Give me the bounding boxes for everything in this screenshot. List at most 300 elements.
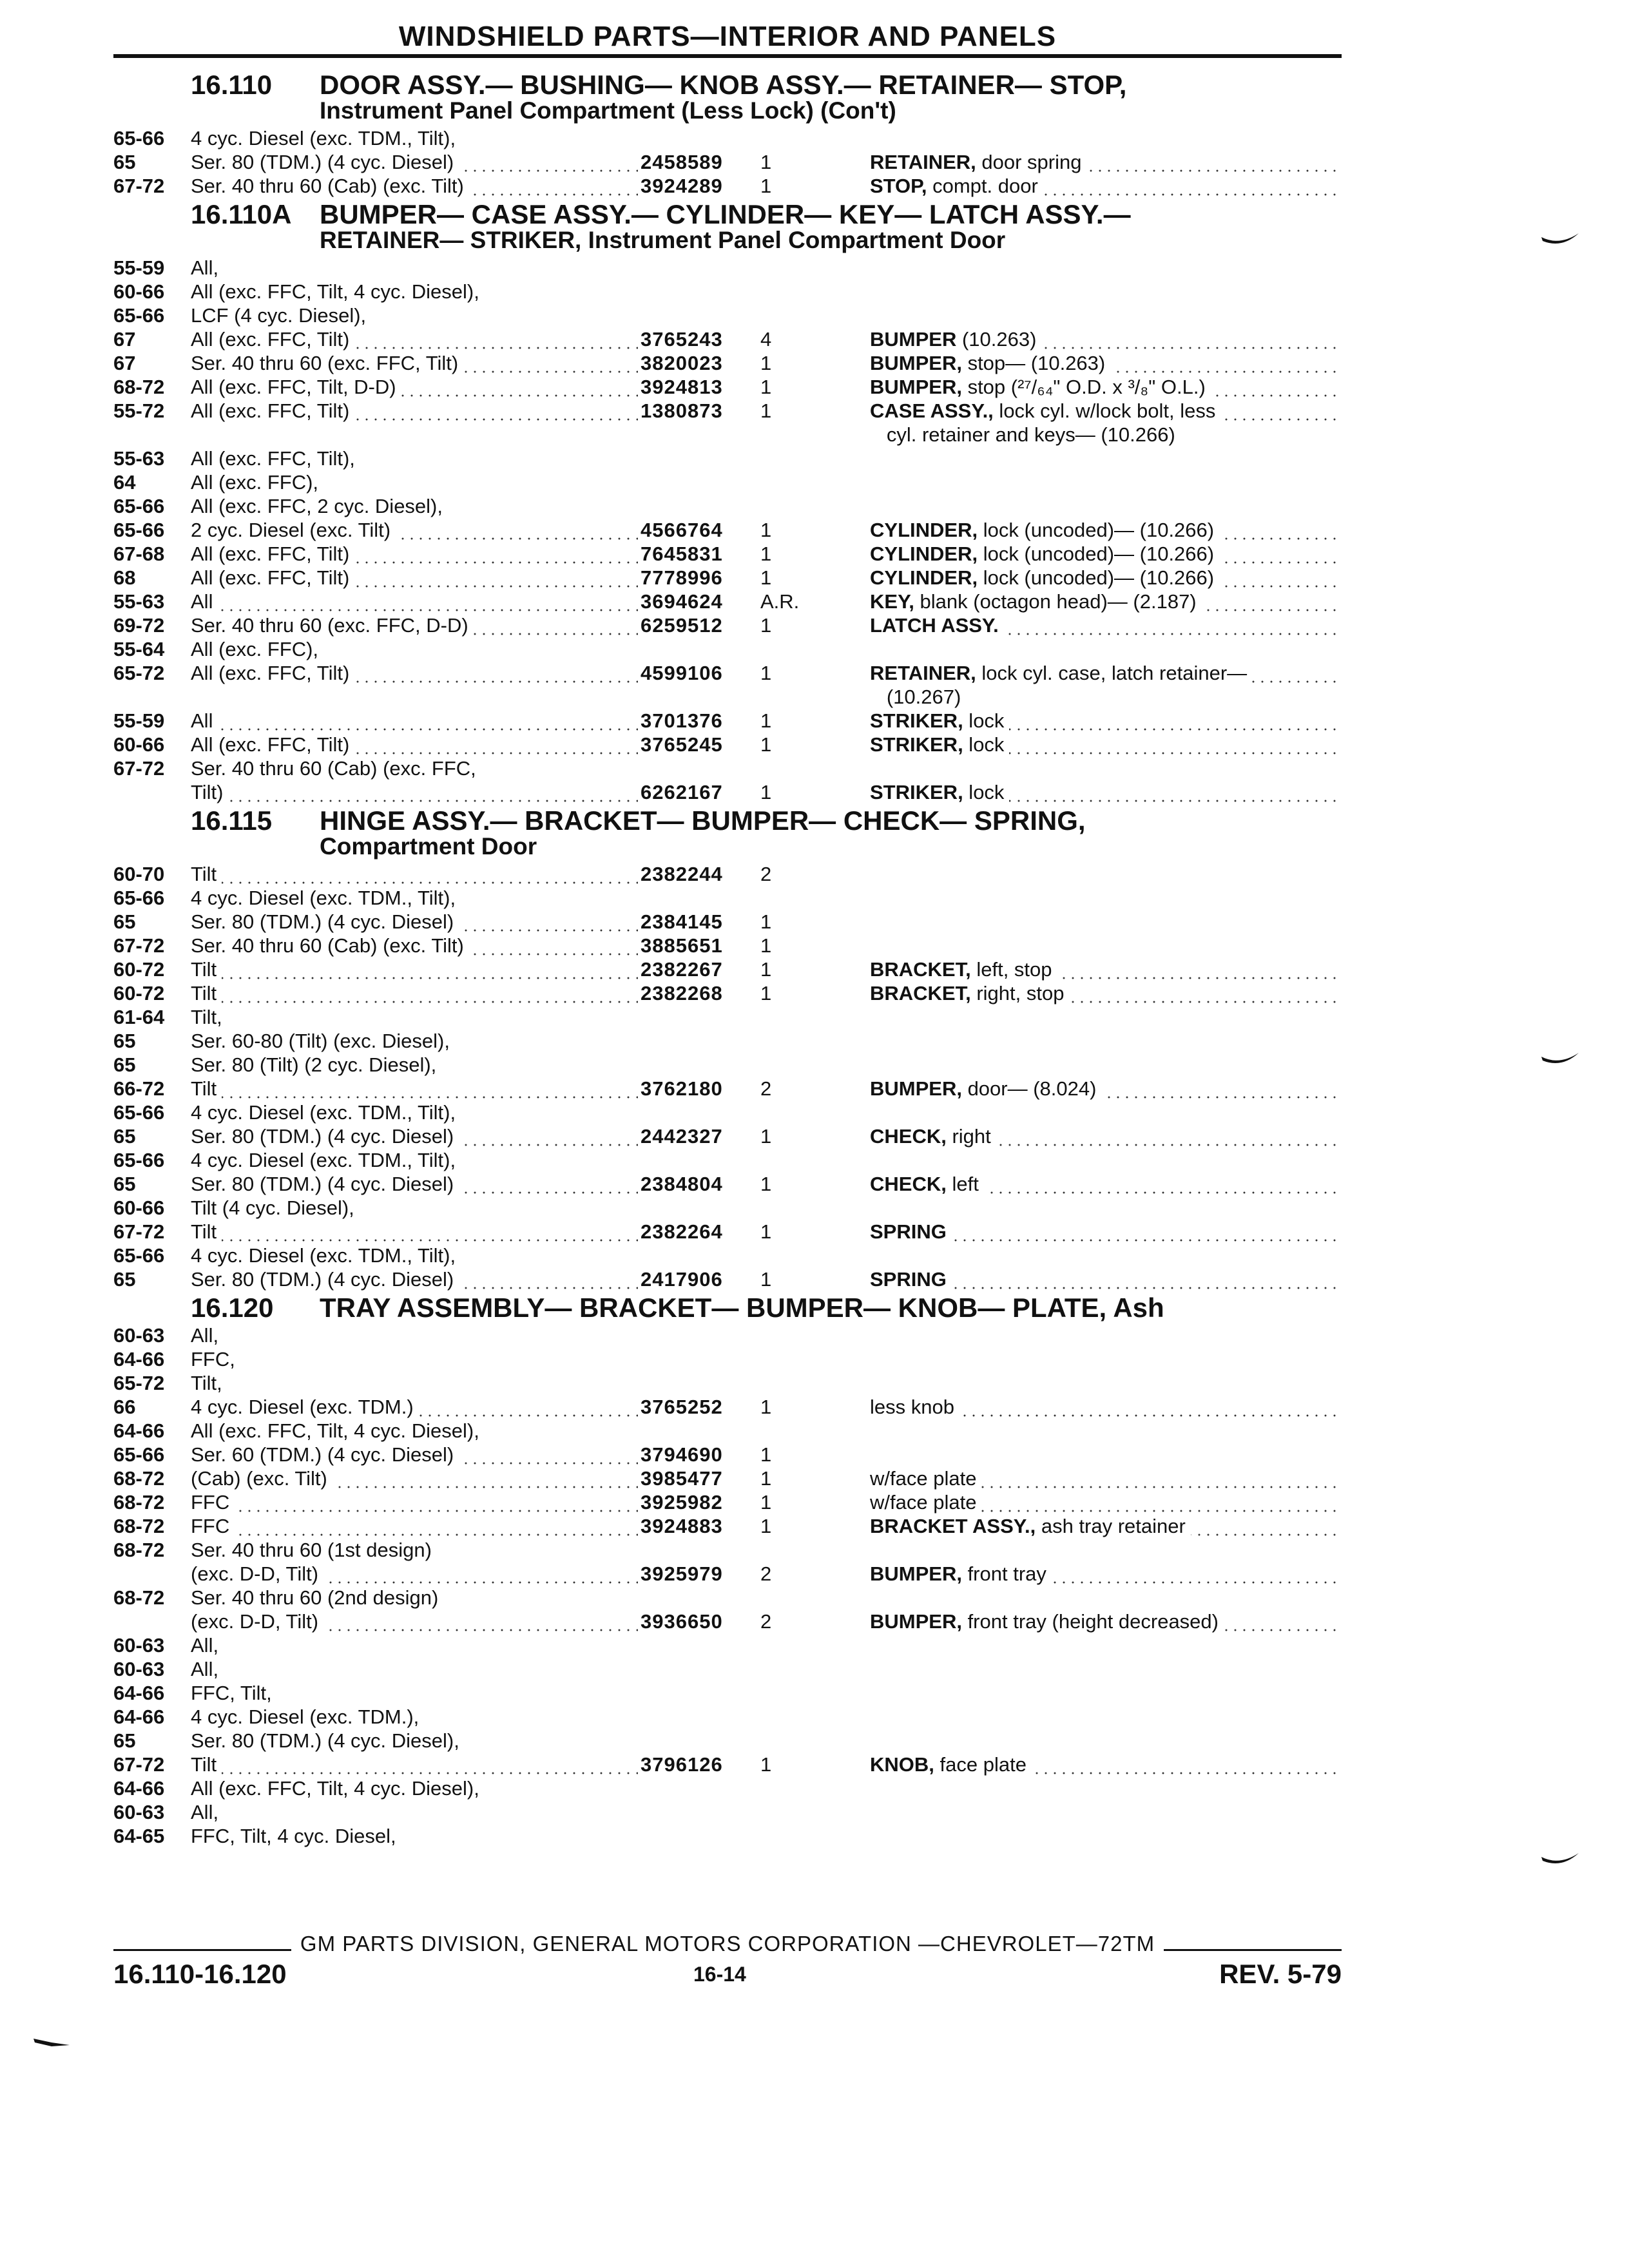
part-detail: ash tray retainer (1036, 1515, 1186, 1537)
application-text: All (exc. FFC, Tilt, 4 cyc. Diesel), (191, 1777, 485, 1800)
model-years: 65 (113, 910, 136, 933)
quantity: 1 (760, 1753, 772, 1776)
part-name: BUMPER, (870, 1077, 962, 1100)
page-header-title: WINDSHIELD PARTS—INTERIOR AND PANELS (398, 21, 1057, 52)
part-number: 2382268 (641, 982, 723, 1004)
part-description (870, 1395, 1342, 1419)
part-description (870, 150, 1342, 174)
part-name: STOP, (870, 175, 927, 197)
application-text: All (exc. FFC, Tilt) (191, 733, 354, 756)
quantity: 1 (760, 1125, 772, 1148)
quantity: 1 (760, 662, 772, 684)
parts-row (113, 1514, 1342, 1538)
application-text: Ser. 60 (TDM.) (4 cyc. Diesel) (191, 1443, 459, 1466)
part-name: SPRING (870, 1220, 947, 1243)
parts-row (113, 542, 1342, 566)
application (191, 1538, 638, 1562)
application (191, 1077, 638, 1100)
application (191, 1220, 638, 1244)
part-number: 3925982 (641, 1491, 723, 1514)
part-description (870, 981, 1342, 1005)
part-name: CYLINDER, (870, 566, 978, 589)
description-text (870, 733, 1009, 756)
application (191, 1148, 638, 1172)
application (191, 613, 638, 637)
part-detail: face plate (934, 1753, 1027, 1776)
application (191, 780, 638, 804)
part-detail: (10.263) (956, 328, 1037, 351)
quantity: 1 (760, 1268, 772, 1291)
application (191, 1395, 638, 1419)
parts-row (113, 1753, 1342, 1776)
section-title-line (191, 72, 1342, 98)
part-number: 3765245 (641, 733, 723, 756)
model-years: 55-59 (113, 709, 165, 732)
part-description (870, 566, 1342, 590)
application (191, 1514, 638, 1538)
footer-publisher-line (113, 1932, 1342, 1956)
quantity: 1 (760, 543, 772, 565)
section-title: TRAY ASSEMBLY— BRACKET— BUMPER— KNOB— PLATE, Ash (320, 1293, 1164, 1323)
quantity: 1 (760, 1443, 772, 1466)
parts-row (113, 303, 1342, 327)
part-detail: lock cyl. case, latch retainer— (976, 662, 1248, 684)
model-years: 68-72 (113, 1539, 165, 1561)
part-description (870, 1490, 1342, 1514)
footer-section-range: 16.110-16.120 (113, 1959, 287, 1989)
parts-row (113, 780, 1342, 804)
application (191, 280, 638, 303)
part-name: BRACKET, (870, 958, 971, 981)
application-text: All (exc. FFC, Tilt) (191, 328, 354, 351)
part-name: CHECK, (870, 1125, 947, 1148)
application (191, 756, 638, 780)
part-number: 3701376 (641, 709, 723, 732)
parts-row (113, 1005, 1342, 1029)
part-detail: lock (963, 781, 1005, 803)
application (191, 1490, 638, 1514)
application-text: All, (191, 1324, 224, 1347)
parts-row (113, 1776, 1342, 1800)
application (191, 494, 638, 518)
application (191, 981, 638, 1005)
application (191, 1657, 638, 1681)
part-description (870, 423, 1342, 447)
part-number: 3936650 (641, 1610, 723, 1633)
quantity: A.R. (760, 590, 800, 613)
model-years: 60-66 (113, 733, 165, 756)
parts-row (113, 862, 1342, 886)
description-text (870, 1396, 959, 1418)
model-years: 60-66 (113, 1196, 165, 1219)
model-years: 65-66 (113, 1244, 165, 1267)
model-years: 60-63 (113, 1634, 165, 1657)
part-description (870, 1077, 1342, 1100)
part-number: 4599106 (641, 662, 723, 684)
application (191, 1347, 638, 1371)
application-text: All, (191, 1634, 224, 1657)
section-title-line (191, 199, 1342, 229)
application-text: Tilt (191, 982, 222, 1004)
part-number: 1380873 (641, 399, 723, 422)
parts-row (113, 1443, 1342, 1466)
application (191, 957, 638, 981)
model-years: 65-66 (113, 1101, 165, 1124)
description-text (870, 151, 1086, 173)
quantity: 1 (760, 982, 772, 1004)
quantity: 1 (760, 614, 772, 637)
application-text: Ser. 80 (TDM.) (4 cyc. Diesel), (191, 1729, 465, 1752)
parts-row (113, 957, 1342, 981)
part-description (870, 518, 1342, 542)
section-title: DOOR ASSY.— BUSHING— KNOB ASSY.— RETAINER— STOP, (320, 70, 1127, 100)
application (191, 1419, 638, 1443)
parts-row (113, 1053, 1342, 1077)
part-number: 3694624 (641, 590, 723, 613)
section-heading (113, 199, 1342, 253)
model-years: 65-66 (113, 304, 165, 327)
description-text (870, 958, 1057, 981)
application-text: All (191, 709, 218, 732)
part-description (870, 957, 1342, 981)
application-text: All (exc. FFC, Tilt), (191, 447, 360, 470)
part-detail: door spring (976, 151, 1082, 173)
part-number: 4566764 (641, 519, 723, 541)
model-years: 65-66 (113, 1149, 165, 1171)
quantity: 1 (760, 958, 772, 981)
quantity: 2 (760, 1077, 772, 1100)
application (191, 910, 638, 934)
section-number: 16.110 (191, 70, 273, 100)
part-detail: front tray (961, 1562, 1046, 1585)
application (191, 542, 638, 566)
description-text (870, 519, 1219, 541)
parts-row (113, 1395, 1342, 1419)
model-years: 68-72 (113, 1515, 165, 1537)
model-years: 67 (113, 352, 136, 374)
model-years: 67-72 (113, 1753, 165, 1776)
application (191, 566, 638, 590)
part-number: 2458589 (641, 151, 723, 173)
parts-listing (113, 68, 1342, 1848)
parts-row (113, 256, 1342, 280)
application (191, 1124, 638, 1148)
quantity: 1 (760, 566, 772, 589)
model-years: 65-66 (113, 127, 165, 149)
model-years: 61-64 (113, 1006, 165, 1028)
part-description (870, 1466, 1342, 1490)
part-number: 2382267 (641, 958, 723, 981)
part-description (870, 542, 1342, 566)
model-years: 55-63 (113, 447, 165, 470)
application-text: Ser. 60-80 (Tilt) (exc. Diesel), (191, 1030, 455, 1052)
part-number: 3985477 (641, 1467, 723, 1490)
part-name: RETAINER, (870, 662, 976, 684)
parts-row (113, 1705, 1342, 1729)
application-text: Ser. 40 thru 60 (exc. FFC, D-D) (191, 614, 474, 637)
section-title-line (191, 805, 1342, 836)
model-years: 60-63 (113, 1324, 165, 1347)
model-years: 68-72 (113, 1491, 165, 1514)
model-years: 60-63 (113, 1801, 165, 1823)
application-text: Tilt (191, 863, 222, 885)
part-number: 3765243 (641, 328, 723, 351)
application-text: All (exc. FFC, Tilt) (191, 399, 354, 422)
application-text: All, (191, 1801, 224, 1823)
application-text: FFC, Tilt, (191, 1682, 277, 1704)
quantity: 1 (760, 175, 772, 197)
application (191, 327, 638, 351)
part-description (870, 733, 1342, 756)
model-years: 66 (113, 1396, 136, 1418)
application (191, 1753, 638, 1776)
application-text: All (exc. FFC, Tilt) (191, 543, 354, 565)
part-number: 3924289 (641, 175, 723, 197)
application (191, 1196, 638, 1220)
quantity: 1 (760, 151, 772, 173)
model-years: 65 (113, 151, 136, 173)
parts-row (113, 1267, 1342, 1291)
part-name: BUMPER (870, 328, 957, 351)
part-number: 3796126 (641, 1753, 723, 1776)
application-text: All (exc. FFC), (191, 638, 323, 660)
parts-row (113, 1586, 1342, 1610)
part-name: SPRING (870, 1268, 947, 1291)
part-description (870, 709, 1342, 733)
application-text: Ser. 40 thru 60 (exc. FFC, Tilt) (191, 352, 463, 374)
part-name: LATCH ASSY. (870, 614, 999, 637)
parts-row (113, 1077, 1342, 1100)
parts-row (113, 470, 1342, 494)
part-description (870, 1172, 1342, 1196)
part-description (870, 1753, 1342, 1776)
part-detail: stop (²⁷/₆₄" O.D. x ³/₈" O.L.) (961, 376, 1206, 398)
part-number: 3924813 (641, 376, 723, 398)
footer (113, 1959, 1342, 1991)
model-years: 65 (113, 1125, 136, 1148)
application (191, 1244, 638, 1267)
parts-row (113, 1610, 1342, 1633)
scan-margin-mark (1540, 1852, 1580, 1869)
application-text: All (exc. FFC, Tilt, D-D) (191, 376, 401, 398)
description-text (870, 328, 1041, 351)
model-years: 66-72 (113, 1077, 165, 1100)
application-text: Tilt, (191, 1372, 227, 1394)
header-rule (113, 54, 1342, 58)
application-text: Tilt (191, 958, 222, 981)
application (191, 1705, 638, 1729)
application-text: All (exc. FFC), (191, 471, 323, 494)
parts-row (113, 1172, 1342, 1196)
description-text (870, 1125, 996, 1148)
parts-row (113, 1729, 1342, 1753)
application (191, 303, 638, 327)
part-name: KEY, (870, 590, 914, 613)
description-text (870, 1268, 952, 1291)
application-text: Ser. 80 (TDM.) (4 cyc. Diesel) (191, 1125, 459, 1148)
section-title: BUMPER— CASE ASSY.— CYLINDER— KEY— LATCH ASSY.— (320, 199, 1131, 229)
description-text (870, 590, 1202, 613)
part-description (870, 1267, 1342, 1291)
application-text: Tilt (191, 1077, 222, 1100)
application (191, 447, 638, 470)
model-years: 65-66 (113, 887, 165, 909)
part-number: 3885651 (641, 934, 723, 957)
part-detail: w/face plate (870, 1491, 977, 1514)
part-number: 2384145 (641, 910, 723, 933)
application (191, 1005, 638, 1029)
parts-row (113, 126, 1342, 150)
section-heading (113, 1295, 1342, 1321)
part-detail: (10.267) (870, 686, 961, 708)
model-years: 67-72 (113, 757, 165, 780)
parts-row (113, 1220, 1342, 1244)
section-16-110 (113, 72, 1342, 198)
quantity: 1 (760, 1173, 772, 1195)
quantity: 1 (760, 934, 772, 957)
parts-row (113, 981, 1342, 1005)
part-description (870, 375, 1342, 399)
application (191, 1562, 638, 1586)
section-16-120 (113, 1295, 1342, 1848)
part-number: 3762180 (641, 1077, 723, 1100)
model-years: 55-72 (113, 399, 165, 422)
application-text: Ser. 40 thru 60 (1st design) (191, 1539, 437, 1561)
parts-row (113, 280, 1342, 303)
parts-row (113, 1562, 1342, 1586)
application (191, 1443, 638, 1466)
quantity: 1 (760, 1396, 772, 1418)
model-years: 68-72 (113, 1467, 165, 1490)
parts-row (113, 399, 1342, 423)
model-years: 64 (113, 471, 136, 494)
application-text: Ser. 80 (TDM.) (4 cyc. Diesel) (191, 910, 459, 933)
quantity: 1 (760, 352, 772, 374)
part-description (870, 590, 1342, 613)
model-years: 60-63 (113, 1658, 165, 1680)
model-years: 65 (113, 1053, 136, 1076)
parts-row (113, 709, 1342, 733)
model-years: 67 (113, 328, 136, 351)
part-description (870, 1514, 1342, 1538)
application (191, 1172, 638, 1196)
description-text (870, 686, 966, 708)
part-detail: stop— (10.263) (961, 352, 1106, 374)
part-number: 3925979 (641, 1562, 723, 1585)
application-text: All, (191, 1658, 224, 1680)
description-text (870, 982, 1069, 1004)
part-name: STRIKER, (870, 733, 963, 756)
application-text: LCF (4 cyc. Diesel), (191, 304, 371, 327)
description-text (870, 781, 1009, 803)
model-years: 64-65 (113, 1825, 165, 1847)
parts-row (113, 1800, 1342, 1824)
scan-margin-mark (1540, 232, 1580, 249)
description-text (870, 709, 1009, 732)
application (191, 1776, 638, 1800)
part-description (870, 685, 1342, 709)
scan-margin-mark (32, 2036, 71, 2048)
quantity: 1 (760, 733, 772, 756)
model-years: 65-66 (113, 519, 165, 541)
application (191, 1029, 638, 1053)
parts-row (113, 910, 1342, 934)
description-text (870, 1173, 984, 1195)
model-years: 60-72 (113, 982, 165, 1004)
application (191, 1586, 638, 1610)
scan-margin-mark (1540, 1052, 1580, 1068)
application (191, 886, 638, 910)
part-number: 7778996 (641, 566, 723, 589)
description-text (870, 1610, 1224, 1633)
application (191, 590, 638, 613)
application-text: 4 cyc. Diesel (exc. TDM., Tilt), (191, 887, 461, 909)
part-detail: lock (uncoded)— (10.266) (978, 519, 1215, 541)
description-text (870, 543, 1219, 565)
parts-row (113, 174, 1342, 198)
part-detail: lock cyl. w/lock bolt, less (993, 399, 1216, 422)
application (191, 1053, 638, 1077)
footer-page-number: 16-14 (693, 1963, 746, 1986)
part-name: CHECK, (870, 1173, 947, 1195)
description-text (870, 1562, 1052, 1585)
parts-row (113, 1490, 1342, 1514)
parts-row (113, 1323, 1342, 1347)
parts-row (113, 756, 1342, 780)
description-text (870, 1491, 981, 1514)
model-years: 67-72 (113, 175, 165, 197)
parts-row (113, 661, 1342, 685)
part-number: 6262167 (641, 781, 723, 803)
application (191, 399, 638, 423)
part-description (870, 1610, 1342, 1633)
model-years: 60-66 (113, 280, 165, 303)
part-name: STRIKER, (870, 781, 963, 803)
parts-row (113, 1347, 1342, 1371)
part-detail: less knob (870, 1396, 954, 1418)
application-text: FFC, Tilt, 4 cyc. Diesel, (191, 1825, 401, 1847)
application (191, 470, 638, 494)
application-text: 4 cyc. Diesel (exc. TDM., Tilt), (191, 1149, 461, 1171)
quantity: 1 (760, 1220, 772, 1243)
parts-row (113, 1371, 1342, 1395)
section-16-115 (113, 805, 1342, 1291)
application (191, 375, 638, 399)
section-heading (113, 805, 1342, 860)
section-title: HINGE ASSY.— BRACKET— BUMPER— CHECK— SPRING, (320, 805, 1086, 836)
part-detail: cyl. retainer and keys— (10.266) (870, 423, 1175, 446)
description-text (870, 352, 1110, 374)
part-description (870, 1220, 1342, 1244)
part-detail: right (946, 1125, 991, 1148)
parts-row (113, 1029, 1342, 1053)
quantity: 1 (760, 709, 772, 732)
model-years: 64-66 (113, 1419, 165, 1442)
parts-row (113, 1148, 1342, 1172)
model-years: 65 (113, 1173, 136, 1195)
application-text: (exc. D-D, Tilt) (191, 1610, 323, 1633)
application (191, 256, 638, 280)
part-detail: compt. door (927, 175, 1038, 197)
parts-row (113, 685, 1342, 709)
section-number: 16.120 (191, 1293, 274, 1323)
part-detail: right, stop (970, 982, 1065, 1004)
section-subtitle: Compartment Door (320, 833, 537, 860)
quantity: 2 (760, 1610, 772, 1633)
part-detail: front tray (height decreased) (961, 1610, 1219, 1633)
application-text: All (191, 590, 218, 613)
part-number: 3794690 (641, 1443, 723, 1466)
